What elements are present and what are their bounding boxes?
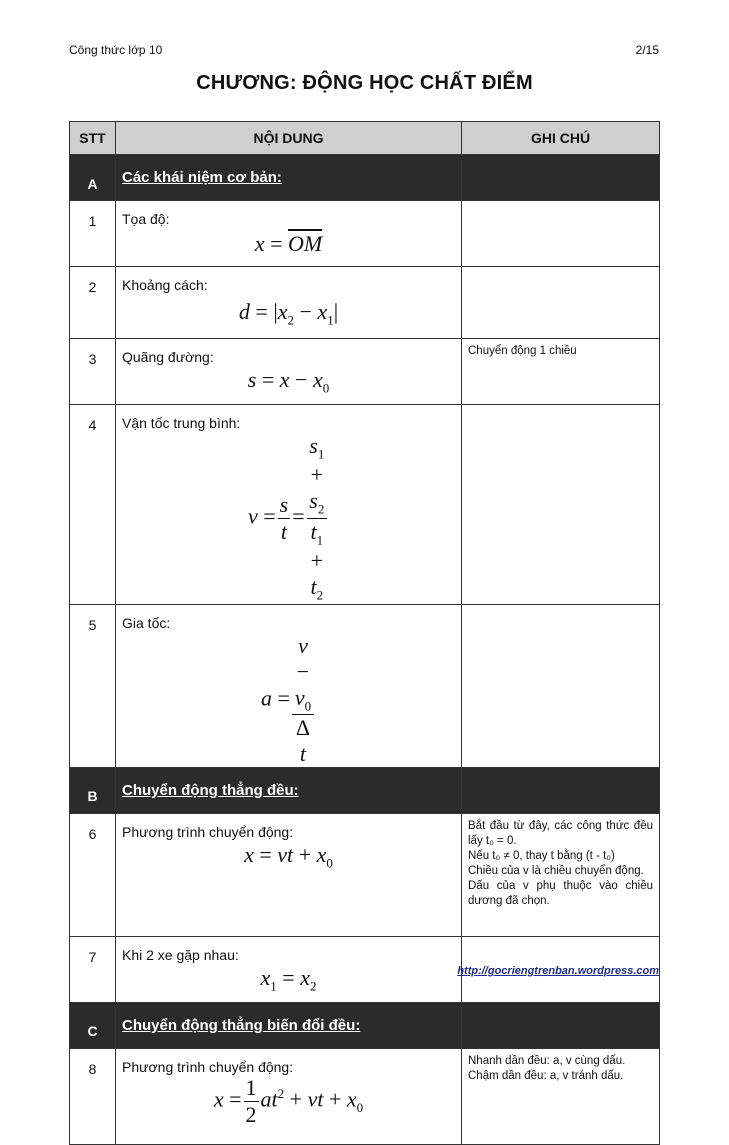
row-number: 6 bbox=[70, 813, 116, 936]
formula-uniform-motion: x = vt + $x_0$ bbox=[244, 841, 333, 871]
header-subject: Công thức lớp 10 bbox=[69, 43, 163, 57]
note-line: Chiều của v là chiều chuyển động. bbox=[468, 864, 644, 877]
section-row bbox=[70, 155, 660, 201]
row-note: Chuyển động 1 chiều bbox=[462, 339, 660, 405]
section-id: C bbox=[70, 1002, 116, 1048]
column-header-content: NỘI DUNG bbox=[116, 122, 462, 155]
note-line: Bắt đầu từ đây, các công thức đều lấy t₀ = 0. bbox=[468, 819, 653, 847]
formula-average-velocity: v = $\frac{s}{t}$ = $s_1$ + $s_2$ $t_1$ + $t_2$ bbox=[122, 433, 455, 604]
formula-position: $x = \overline{OM}$ bbox=[254, 231, 323, 256]
page-number: 2/15 bbox=[635, 43, 659, 57]
row-label: Vận tốc trung bình: bbox=[122, 415, 241, 431]
note-line: Nếu t₀ ≠ 0, thay t bằng (t - t₀) bbox=[468, 849, 615, 862]
row-number: 5 bbox=[70, 604, 116, 767]
row-number: 1 bbox=[70, 201, 116, 267]
row-number: 4 bbox=[70, 405, 116, 605]
note-line: Nhanh dần đều: a, v cùng dấu. bbox=[468, 1054, 626, 1067]
row-label: Quãng đường: bbox=[122, 349, 214, 365]
column-header-notes: GHI CHÚ bbox=[462, 122, 660, 155]
section-id: B bbox=[70, 767, 116, 813]
row-label: Khoảng cách: bbox=[122, 277, 208, 293]
row-number: 3 bbox=[70, 339, 116, 405]
table-row bbox=[70, 1048, 660, 1144]
column-header-stt: STT bbox=[70, 122, 116, 155]
row-note bbox=[462, 1048, 660, 1144]
row-note bbox=[462, 267, 660, 339]
row-note bbox=[462, 813, 660, 936]
row-label: Gia tốc: bbox=[122, 614, 171, 631]
formula-accelerated-motion: x = $\frac{1}{2}$ $at^2$ + vt + $x_0$ bbox=[213, 1074, 364, 1127]
formula-acceleration: a = v − $v_0$ Δ t bbox=[122, 633, 455, 767]
footer-link[interactable]: http://gocriengtrenban.wordpress.com bbox=[457, 965, 659, 977]
row-label: Tọa độ: bbox=[122, 211, 170, 227]
row-number: 8 bbox=[70, 1048, 116, 1144]
section-title: Chuyển động thẳng đều: bbox=[116, 767, 462, 813]
table-row bbox=[70, 201, 660, 267]
table-row bbox=[70, 604, 660, 767]
section-id: A bbox=[70, 155, 116, 201]
row-note bbox=[462, 405, 660, 605]
row-note bbox=[462, 604, 660, 767]
table-header-row bbox=[70, 122, 660, 155]
formula-table bbox=[69, 121, 660, 1145]
note-line: Chậm dần đều: a, v tránh dấu. bbox=[468, 1069, 624, 1082]
page-title: CHƯƠNG: ĐỘNG HỌC CHẤT ĐIỂM bbox=[196, 72, 533, 94]
table-row bbox=[70, 267, 660, 339]
section-row bbox=[70, 767, 660, 813]
formula-meeting: $x_1 = x_2$ bbox=[260, 964, 317, 994]
row-label: Phương trình chuyển động: bbox=[122, 1058, 294, 1075]
table-row bbox=[70, 339, 660, 405]
table-row bbox=[70, 405, 660, 605]
row-label: Khi 2 xe gặp nhau: bbox=[122, 946, 239, 963]
section-title: Các khái niệm cơ bản: bbox=[116, 155, 462, 201]
row-label: Phương trình chuyển động: bbox=[122, 823, 294, 840]
section-row bbox=[70, 1002, 660, 1048]
row-note bbox=[462, 201, 660, 267]
table-row bbox=[70, 813, 660, 936]
row-number: 2 bbox=[70, 267, 116, 339]
formula-distance: $d = |x_2 - x_1|$ bbox=[238, 299, 339, 328]
row-number: 7 bbox=[70, 936, 116, 1002]
formula-path-length: $s = x - x_0$ bbox=[247, 367, 330, 396]
note-line: Dấu của v phụ thuộc vào chiều dương đã chọn. bbox=[468, 879, 653, 907]
section-title: Chuyển động thẳng biến đổi đều: bbox=[116, 1002, 462, 1048]
